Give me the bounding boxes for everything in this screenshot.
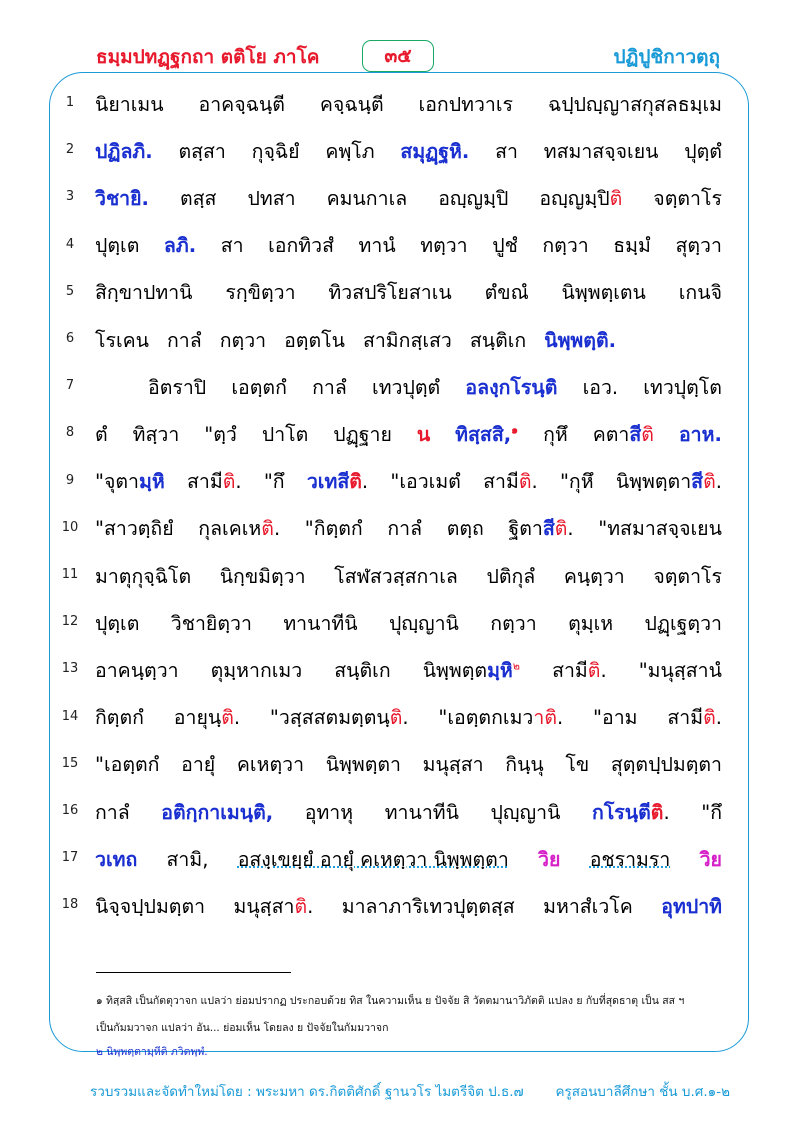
word: อติกฺกาเมนฺติ, xyxy=(161,800,274,824)
line-text xyxy=(95,273,722,313)
word: สามีติ. xyxy=(483,470,538,494)
word: ปุตฺเต xyxy=(95,234,140,258)
word: "ตฺวํ xyxy=(204,422,237,446)
text-line xyxy=(0,603,800,643)
word: สิกฺขาปทานิ xyxy=(95,281,193,305)
word: ปฏฺฐาย xyxy=(333,422,392,446)
page-number-box: ๓๕ xyxy=(362,40,434,72)
text-line xyxy=(0,178,800,218)
word: กุลเคเหติ. xyxy=(198,517,281,541)
page-footer xyxy=(90,1080,730,1102)
word: อชรามรา xyxy=(589,847,671,871)
text-line xyxy=(0,839,800,879)
text-line xyxy=(0,698,800,738)
word: จตฺตาโร xyxy=(653,186,722,210)
line-number: 16 xyxy=(61,803,79,818)
word: น xyxy=(416,422,431,446)
word: กโรนฺตีติ. xyxy=(592,800,670,824)
line-number: 14 xyxy=(61,708,79,724)
footnote-marker: ๑ xyxy=(511,423,519,437)
word: อาคนฺตฺวา xyxy=(95,658,179,682)
word: ปุญฺญานิ xyxy=(490,800,561,824)
line-text xyxy=(95,792,722,832)
word: อุทปาทิ xyxy=(661,894,722,918)
word: "อาม xyxy=(593,706,638,730)
line-text xyxy=(95,226,722,266)
word: อลงฺกโรนฺติ xyxy=(465,375,558,399)
word: ทิสฺสสิ,$^๑$ xyxy=(455,422,519,446)
line-number: 13 xyxy=(61,661,79,677)
word: คเหตฺวา xyxy=(236,753,305,777)
word: สุตฺวา xyxy=(675,234,722,258)
text-line xyxy=(0,414,800,454)
word: ทิสฺวา xyxy=(132,422,180,446)
word: เอตฺตกํ xyxy=(231,375,287,399)
line-text xyxy=(95,178,722,218)
line-text xyxy=(95,603,722,643)
word: กตฺวา xyxy=(490,611,537,635)
word: ฐิตาสีติ. xyxy=(508,517,574,541)
word: อญฺญมฺปิติ xyxy=(539,186,623,210)
word: มาตุกุจฺฉิโต xyxy=(95,564,192,588)
word: รกฺขิตฺวา xyxy=(225,281,296,305)
word: อิตราปิ xyxy=(148,375,207,399)
word: สามีติ. xyxy=(552,658,607,682)
text-line xyxy=(0,131,800,171)
word: นิยาเมน xyxy=(95,92,164,116)
word: "เอตฺตกํ xyxy=(95,753,160,777)
word: "มนุสฺสานํ xyxy=(638,658,722,682)
word: ทสมาสจฺจเยน xyxy=(543,139,659,163)
word: นิจฺจปฺปมตฺตา xyxy=(95,894,206,918)
line-number: 17 xyxy=(61,850,79,866)
line-text xyxy=(95,886,722,926)
word: ปฏฺเฐตฺวา xyxy=(644,611,722,635)
word: กาลํ xyxy=(95,800,130,824)
word: ตุมฺหากเมว xyxy=(210,658,303,682)
footnote-1-cont: เป็นกัมมวาจก แปลว่า อัน... ย่อมเห็น โดยลง ย ปัจจัยในกัมมวาจก xyxy=(96,1022,389,1034)
word: คนฺตฺวา xyxy=(563,564,625,588)
word: โรเคน xyxy=(95,328,149,352)
word: ปติกุลํ xyxy=(486,564,536,588)
line-number: 11 xyxy=(61,567,79,582)
word: ปฏิลภิ. xyxy=(95,139,153,163)
line-text xyxy=(95,698,722,738)
word: คตาสีติ xyxy=(592,422,654,446)
word: "จุตามฺหิ xyxy=(95,470,165,494)
word: วเทสีติ. xyxy=(306,470,369,494)
word: ลภิ. xyxy=(163,234,197,258)
word: เทวปุตฺตํ xyxy=(372,375,441,399)
word: สนฺติเก xyxy=(469,328,527,352)
word: สามีติ. xyxy=(186,470,242,494)
text-line xyxy=(0,367,800,407)
word: "วสฺสสตมตฺตนฺติ. xyxy=(269,706,409,730)
footer-compiler: รวบรวมและจัดทำใหม่โดย : พระมหา ดร.กิตติศักดิ์ ฐานวโร ไมตรีจิต ป.ธ.๗ xyxy=(90,1084,524,1100)
line-text xyxy=(95,414,722,454)
word: เทวปุตฺโต xyxy=(643,375,722,399)
word: สามิ, xyxy=(166,847,209,871)
footnote-rule xyxy=(96,972,291,973)
word: นิพฺพตฺตาสีติ. xyxy=(615,470,722,494)
word: อายุํ xyxy=(181,753,216,777)
footnote-marker: ๒ xyxy=(512,659,521,673)
footnote-1: ๑ ทิสฺสสิ เป็นกัตตุวาจก แปลว่า ย่อมปรากฏ ประกอบด้วย ทิส ในความเห็น ย ปัจจัย สิ วัตตมานาวิภัตติ แปลง ย กับที่สุดธาตุ เป็น สส ฯ xyxy=(96,995,685,1007)
word: เอกปทวาเร xyxy=(418,92,513,116)
text-line xyxy=(0,556,800,596)
word: ปุตฺตํ xyxy=(684,139,722,163)
line-number: 2 xyxy=(65,142,75,158)
word: โข xyxy=(565,753,590,777)
word: จตฺตาโร xyxy=(653,564,722,588)
line-number: 6 xyxy=(65,331,75,346)
footnote-2: ๒ นิพฺพตฺตามฺหีติ ภวิตพฺพํ. xyxy=(96,1046,208,1058)
word: ตํขณํ xyxy=(484,281,529,305)
line-number: 12 xyxy=(61,614,79,630)
line-text xyxy=(95,462,722,502)
word: ตสฺส xyxy=(179,186,217,210)
word: วิย xyxy=(538,847,561,871)
word: ฉปฺปญฺญาสกุสลธมฺเม xyxy=(547,92,722,116)
word: "สาวตฺถิยํ xyxy=(95,517,174,541)
word: สนฺติเก xyxy=(334,658,391,682)
text-line xyxy=(0,226,800,266)
word: ทานํ xyxy=(358,234,396,258)
word: กุจฺฉิยํ xyxy=(251,139,300,163)
line-text xyxy=(95,131,722,171)
word: "กึ xyxy=(701,800,722,824)
word: ปทสา xyxy=(247,186,296,210)
word: โสฬสวสฺสกาเล xyxy=(334,564,458,588)
word: ธมฺมํ xyxy=(613,234,651,258)
word: สา xyxy=(220,234,244,258)
word: อายุนฺติ. xyxy=(173,706,241,730)
word: ตตฺถ xyxy=(446,517,484,541)
line-number: 9 xyxy=(65,472,75,488)
word: มาลาภาริเทวปุตฺตสฺส xyxy=(341,894,515,918)
word: ทานาทีนิ xyxy=(283,611,358,635)
text-line xyxy=(0,745,800,785)
word: ทตฺวา xyxy=(420,234,468,258)
line-number: 15 xyxy=(61,755,79,771)
line-text xyxy=(95,84,722,124)
word: "เอวเมตํ xyxy=(390,470,461,494)
word: วิย xyxy=(699,847,722,871)
text-line xyxy=(0,886,800,926)
word: กตฺวา xyxy=(542,234,589,258)
word: นิพฺพตฺตา xyxy=(325,753,402,777)
word: คพฺโภ xyxy=(325,139,375,163)
word: สามิกสฺเสว xyxy=(362,328,452,352)
word: นิพฺพตฺเตน xyxy=(561,281,646,305)
word: ปาโต xyxy=(261,422,309,446)
word: กุหึ xyxy=(543,422,568,446)
line-number: 10 xyxy=(61,519,79,535)
text-line xyxy=(0,84,800,124)
word: มนุสฺสา xyxy=(422,753,484,777)
word: มนุสฺสาติ. xyxy=(233,894,314,918)
word: วิชายิ. xyxy=(95,186,149,210)
word: นิพฺพตฺติ. xyxy=(544,328,617,352)
word: "กุหึ xyxy=(559,470,594,494)
word: เกนจิ xyxy=(678,281,722,305)
line-number: 7 xyxy=(65,378,75,394)
word: คมนกาเล xyxy=(326,186,408,210)
line-number: 5 xyxy=(65,283,75,299)
word: กินฺนุ xyxy=(505,753,544,777)
text-line xyxy=(0,792,800,832)
word: อญฺญมฺปิ xyxy=(438,186,509,210)
line-text xyxy=(95,320,722,360)
word: ตํ xyxy=(95,422,108,446)
word: ปุตฺเต xyxy=(95,611,140,635)
word: สุตฺตปฺปมตฺตา xyxy=(610,753,722,777)
word: สามีติ. xyxy=(667,706,722,730)
word: อาห. xyxy=(678,422,722,446)
text-line xyxy=(0,650,800,690)
word: วเทถ xyxy=(95,847,138,871)
word: เอว. xyxy=(582,375,619,399)
line-number: 1 xyxy=(65,95,75,110)
word: ปุญฺญานิ xyxy=(389,611,459,635)
word: มหาสํเวโค xyxy=(543,894,633,918)
line-text xyxy=(95,745,722,785)
word: เอกทิวสํ xyxy=(268,234,334,258)
word: กาลํ xyxy=(312,375,347,399)
text-line xyxy=(0,509,800,549)
line-number: 18 xyxy=(61,897,79,913)
line-number: 3 xyxy=(65,189,75,205)
text-line xyxy=(0,320,800,360)
line-text xyxy=(95,556,722,596)
word: ตุมฺเห xyxy=(568,611,614,635)
word: "กึ xyxy=(263,470,285,494)
footer-course: ครูสอนบาลีศึกษา ชั้น บ.ศ.๑-๒ xyxy=(555,1084,730,1100)
word: ปูชํ xyxy=(492,234,518,258)
word: นิพฺพตฺตมฺหิ$^๒$ xyxy=(422,658,521,682)
text-line xyxy=(0,462,800,502)
line-text xyxy=(148,367,722,407)
word: ตสฺสา xyxy=(178,139,226,163)
line-text xyxy=(95,509,722,549)
word: "เอตฺตกเมวาติ. xyxy=(438,706,564,730)
word: วิชายิตฺวา xyxy=(170,611,252,635)
word: อตฺตโน xyxy=(284,328,345,352)
word: คจฺฉนฺตี xyxy=(319,92,384,116)
text-line xyxy=(0,273,800,313)
story-title-header: ปฏิปูชิกาวตฺถุ xyxy=(613,46,720,68)
line-number: 8 xyxy=(65,425,75,441)
word: กาลํ xyxy=(167,328,202,352)
word: กาลํ xyxy=(387,517,423,541)
word: อุทาหุ xyxy=(304,800,354,824)
line-text xyxy=(95,839,722,879)
word: กตฺวา xyxy=(219,328,267,352)
book-title-header: ธมฺมปทฏฺฐกถา ตติโย ภาโค xyxy=(96,46,320,68)
word: สมุฏฺฐหิ. xyxy=(400,139,470,163)
word: อาคจฺฉนฺตี xyxy=(198,92,285,116)
word: ทิวสปริโยสาเน xyxy=(328,281,452,305)
word: นิกฺขมิตฺวา xyxy=(219,564,306,588)
word: ทานาทีนิ xyxy=(384,800,459,824)
word: "ทสมาสจฺจเยน xyxy=(598,517,722,541)
word: "กิตฺตกํ xyxy=(304,517,363,541)
line-text xyxy=(95,650,722,690)
line-number: 4 xyxy=(65,236,75,252)
word: อสงฺเขยฺยํ อายุํ คเหตฺวา นิพฺพตฺตา xyxy=(237,847,509,871)
word: กิตฺตกํ xyxy=(95,706,144,730)
word: สา xyxy=(495,139,518,163)
